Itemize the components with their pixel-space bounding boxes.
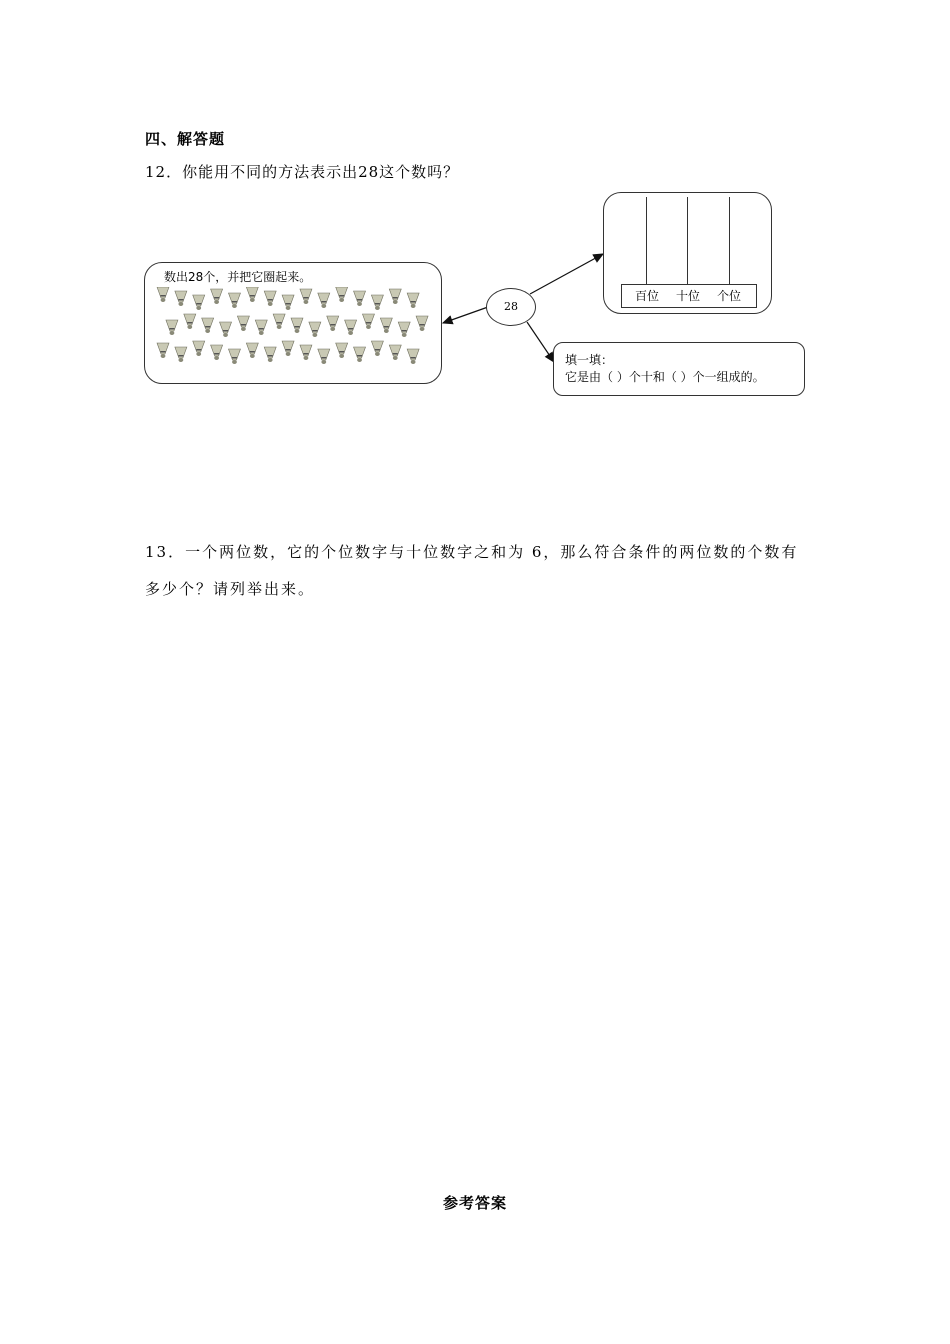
shuttlecock-icon xyxy=(300,345,312,360)
question-13-text: 13．一个两位数，它的个位数字与十位数字之和为 6，那么符合条件的两位数的个数有多少个？请列举出来。 xyxy=(145,543,799,598)
shuttlecock-icon xyxy=(193,295,205,310)
place-value-box xyxy=(603,192,772,314)
shuttlecock-icon xyxy=(407,349,419,364)
shuttlecock-icon xyxy=(309,322,321,337)
arrow-to-place-value-box xyxy=(530,254,603,294)
shuttlecock-icon xyxy=(362,314,374,329)
question-12-text: 12．你能用不同的方法表示出28这个数吗？ xyxy=(145,163,460,181)
shuttlecock-icon xyxy=(336,343,348,358)
shuttlecock-icon xyxy=(193,341,205,356)
shuttlecock-icon xyxy=(318,349,330,364)
shuttlecock-icon xyxy=(264,347,276,362)
shuttlecock-icon xyxy=(416,316,428,331)
shuttlecock-icon xyxy=(237,316,249,331)
shuttlecock-icon xyxy=(407,293,419,308)
shuttlecock-icon xyxy=(246,287,258,302)
pole-ones xyxy=(729,197,730,285)
label-tens: 十位 xyxy=(676,289,701,303)
shuttlecock-icon xyxy=(273,314,285,329)
shuttlecock-icon xyxy=(255,320,267,335)
shuttlecock-icon xyxy=(175,291,187,306)
shuttlecock-icon xyxy=(300,289,312,304)
connector-arrows xyxy=(0,0,950,420)
center-number-ellipse: 28 xyxy=(486,288,536,326)
shuttlecock-icon xyxy=(336,287,348,302)
section-title: 四、解答题 xyxy=(145,130,226,148)
shuttlecock-icon xyxy=(282,295,294,310)
label-ones: 个位 xyxy=(717,289,742,303)
shuttlecock-icon xyxy=(220,322,232,337)
shuttlecock-icon xyxy=(202,318,214,333)
shuttlecock-group xyxy=(153,287,435,379)
shuttlecock-icon xyxy=(211,345,223,360)
shuttlecock-icon xyxy=(371,295,383,310)
pole-tens xyxy=(687,197,688,285)
count-box-label: 数出28个，并把它圈起来。 xyxy=(164,270,312,284)
shuttlecock-icon xyxy=(228,293,240,308)
shuttlecock-icon xyxy=(354,347,366,362)
place-value-labels xyxy=(621,284,757,308)
shuttlecock-icon xyxy=(184,314,196,329)
shuttlecock-icon xyxy=(175,347,187,362)
shuttlecock-icon xyxy=(327,316,339,331)
pole-hundreds xyxy=(646,197,647,285)
shuttlecock-icon xyxy=(371,341,383,356)
fill-in-sentence: 它是由（ ）个十和（ ）个一组成的。 xyxy=(565,370,765,384)
shuttlecock-icon xyxy=(389,289,401,304)
shuttlecock-icon xyxy=(318,293,330,308)
shuttlecock-icon xyxy=(282,341,294,356)
label-hundreds: 百位 xyxy=(635,289,660,303)
count-box xyxy=(144,262,442,384)
shuttlecock-icon xyxy=(291,318,303,333)
shuttlecock-icon xyxy=(354,291,366,306)
fill-in-box xyxy=(553,342,805,396)
shuttlecock-icon xyxy=(345,320,357,335)
shuttlecock-icon xyxy=(398,322,410,337)
fill-in-heading: 填一填： xyxy=(565,353,614,367)
answer-title: 参考答案 xyxy=(442,1194,507,1212)
shuttlecock-icon xyxy=(228,349,240,364)
arrow-to-count-box xyxy=(443,307,488,323)
shuttlecock-icon xyxy=(389,345,401,360)
arrow-to-fill-box xyxy=(527,322,554,362)
shuttlecock-icon xyxy=(211,289,223,304)
shuttlecock-icon xyxy=(264,291,276,306)
shuttlecock-icon xyxy=(380,318,392,333)
shuttlecock-icon xyxy=(157,343,169,358)
shuttlecock-icon xyxy=(166,320,178,335)
shuttlecock-icon xyxy=(157,287,169,302)
shuttlecock-icon xyxy=(246,343,258,358)
